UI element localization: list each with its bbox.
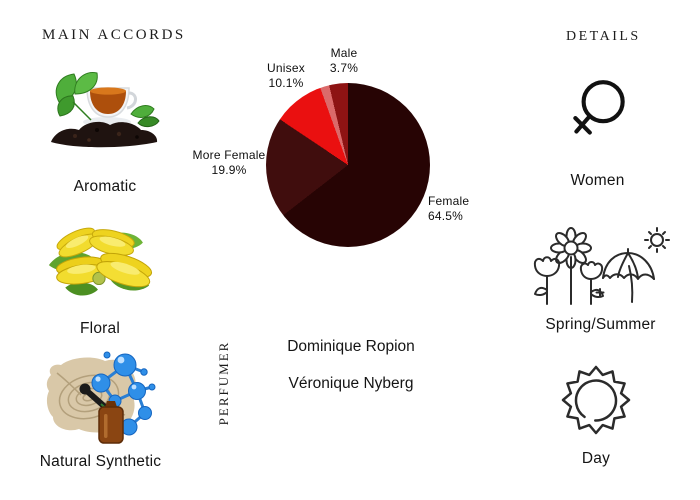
accord-floral xyxy=(30,212,170,338)
gender-distribution-pie-chart xyxy=(266,83,430,247)
perfumer-header: PERFUMER xyxy=(216,340,231,426)
detail-women xyxy=(540,76,655,190)
main-accords-header: MAIN ACCORDS xyxy=(42,27,186,43)
pie-label-more-female: More Female 19.9% xyxy=(192,148,266,177)
accord-label-natural-synthetic: Natural Synthetic xyxy=(39,453,162,470)
detail-day xyxy=(540,360,652,468)
female-symbol-icon xyxy=(540,76,655,150)
accord-aromatic xyxy=(35,62,175,196)
accord-label-aromatic: Aromatic xyxy=(73,178,137,195)
flowers-umbrella-sun-icon xyxy=(523,226,678,308)
ylang-ylang-flowers-image xyxy=(30,212,170,306)
perfumer-name-1: Dominique Ropion xyxy=(287,338,415,355)
sun-icon xyxy=(540,360,652,440)
detail-label-women: Women xyxy=(570,172,625,189)
detail-label-day: Day xyxy=(581,450,611,467)
pie-label-unisex: Unisex 10.1% xyxy=(267,61,305,90)
fabric-molecule-dropper-image xyxy=(28,345,173,445)
tea-cup-mint-leaves-image xyxy=(35,62,175,164)
accord-label-floral: Floral xyxy=(80,320,120,337)
perfumer-name-2: Véronique Nyberg xyxy=(288,375,414,392)
pie-label-female: Female 64.5% xyxy=(428,194,470,223)
pie-label-male: Male 3.7% xyxy=(329,46,359,75)
accord-natural-synthetic xyxy=(28,345,173,471)
detail-spring-summer xyxy=(523,226,678,334)
detail-label-spring-summer: Spring/Summer xyxy=(545,316,656,333)
details-header: DETAILS xyxy=(566,29,641,44)
